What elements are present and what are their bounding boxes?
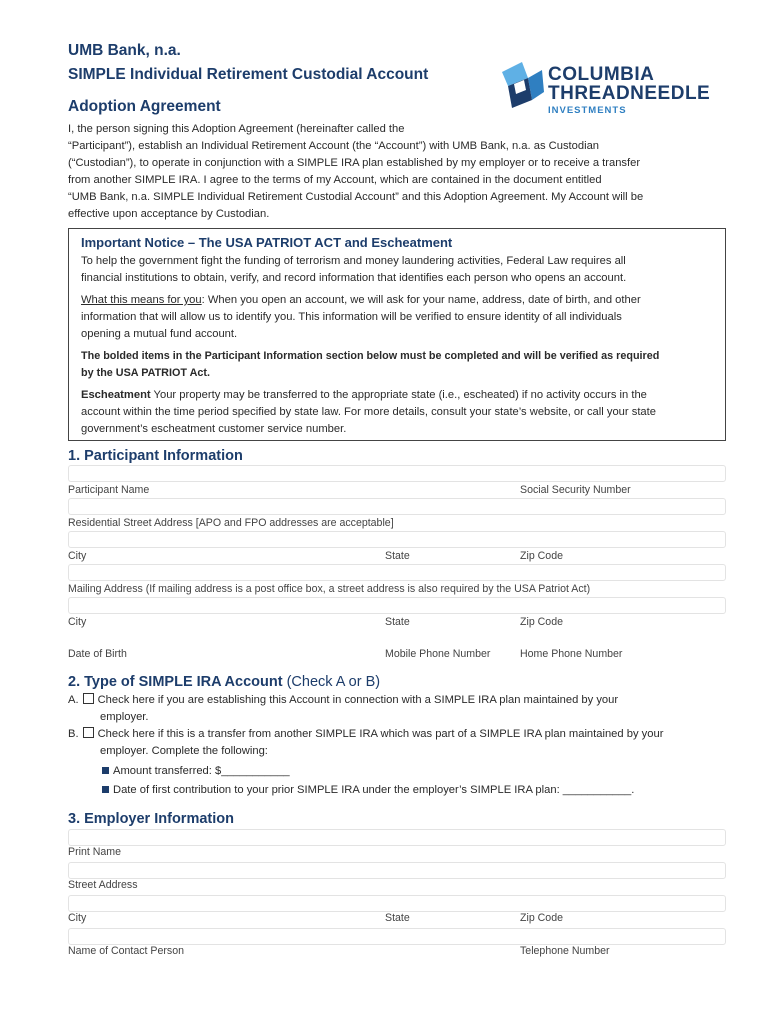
form-title: SIMPLE Individual Retirement Custodial Account	[68, 66, 429, 83]
what-this-means-label: What this means for you	[81, 294, 202, 306]
city-label: City	[68, 550, 87, 562]
square-bullet-icon	[102, 786, 109, 793]
notice-text: : When you open an account, we will ask for your name, address, date of birth, and other	[201, 294, 641, 306]
print-name-label: Print Name	[68, 846, 121, 858]
notice-paragraph-1	[81, 253, 721, 287]
option-a-line: employer.	[100, 711, 149, 723]
contact-person-label: Name of Contact Person	[68, 945, 184, 957]
important-notice-box	[68, 228, 726, 441]
intro-line: (“Custodian”), to operate in conjunction with a SIMPLE IRA plan established by my employer or to receive a transfer	[68, 157, 641, 169]
notice-line	[81, 292, 721, 309]
notice-line: To help the government fight the funding of terrorism and money laundering activities, Federal Law requires all	[81, 255, 626, 267]
company-logo	[498, 60, 718, 120]
notice-line: account within the time period specified by state law. For more details, consult your state’s website, or call your state	[81, 406, 656, 418]
notice-line	[81, 387, 721, 404]
intro-line: I, the person signing this Adoption Agreement (hereinafter called the	[68, 123, 405, 135]
intro-line: from another SIMPLE IRA. I agree to the terms of my Account, which are contained in the document entitled	[68, 174, 602, 186]
residential-address-label: Residential Street Address [APO and FPO addresses are acceptable]	[68, 517, 394, 529]
notice-line: information that will allow us to identify you. This information will be verified to ensure identity of all individuals	[81, 311, 622, 323]
mobile-phone-label: Mobile Phone Number	[385, 648, 491, 660]
notice-paragraph-2	[81, 292, 721, 343]
option-a-text: Check here if you are establishing this Account in connection with a SIMPLE IRA plan maintained by your	[97, 694, 619, 706]
contact-person-field[interactable]	[68, 928, 726, 945]
amount-transferred-text: Amount transferred: $___________	[113, 765, 290, 777]
logo-line1: COLUMBIA	[548, 64, 655, 85]
street-address-label: Street Address	[68, 879, 138, 891]
mailing-state-label: State	[385, 616, 410, 628]
cube-logo-icon	[498, 60, 546, 110]
option-a-checkbox[interactable]	[83, 693, 94, 704]
notice-text: Your property may be transferred to the appropriate state (i.e., escheated) if no activity occurs in the	[150, 389, 647, 401]
intro-line: “UMB Bank, n.a. SIMPLE Individual Retirement Custodial Account” and this Adoption Agreement. My Account will be	[68, 191, 644, 203]
notice-line: financial institutions to obtain, verify, and record information that identifies each person who opens an account.	[81, 272, 627, 284]
first-contribution-text: Date of first contribution to your prior SIMPLE IRA under the employer’s SIMPLE IRA plan: ___________.	[113, 784, 635, 796]
home-phone-label: Home Phone Number	[520, 648, 623, 660]
escheatment-label: Escheatment	[81, 389, 151, 401]
telephone-label: Telephone Number	[520, 945, 610, 957]
participant-name-field[interactable]	[68, 465, 726, 482]
employer-city-state-zip-field[interactable]	[68, 895, 726, 912]
city-state-zip-field[interactable]	[68, 531, 726, 548]
square-bullet-icon	[102, 767, 109, 774]
mailing-address-field[interactable]	[68, 564, 726, 581]
option-a-line	[68, 692, 728, 709]
intro-paragraph	[68, 121, 728, 223]
employer-state-label: State	[385, 912, 410, 924]
ssn-label: Social Security Number	[520, 484, 631, 496]
logo-line2: THREADNEEDLE	[548, 83, 711, 104]
notice-paragraph-4	[81, 387, 721, 438]
bank-name: UMB Bank, n.a.	[68, 42, 181, 59]
notice-line: The bolded items in the Participant Information section below must be completed and will be verified as required	[81, 350, 660, 362]
employer-name-field[interactable]	[68, 829, 726, 846]
employer-zip-label: Zip Code	[520, 912, 563, 924]
option-b-checkbox[interactable]	[83, 727, 94, 738]
zip-label: Zip Code	[520, 550, 563, 562]
intro-line: “Participant”), establish an Individual Retirement Account (the “Account”) with UMB Bank, n.a. as Custodian	[68, 140, 600, 152]
section-3-title: 3. Employer Information	[68, 811, 234, 827]
mailing-city-state-zip-field[interactable]	[68, 597, 726, 614]
amount-transferred-item	[102, 763, 290, 780]
form-subtitle: Adoption Agreement	[68, 98, 221, 115]
notice-line: government’s escheatment customer service number.	[81, 423, 347, 435]
option-b-text: Check here if this is a transfer from another SIMPLE IRA which was part of a SIMPLE IRA plan maintained by your	[97, 728, 664, 740]
mailing-city-label: City	[68, 616, 87, 628]
option-a	[68, 692, 728, 726]
option-b-line: employer. Complete the following:	[100, 745, 268, 757]
dob-label: Date of Birth	[68, 648, 127, 660]
notice-line: opening a mutual fund account.	[81, 328, 238, 340]
logo-line3: INVESTMENTS	[548, 105, 627, 116]
state-label: State	[385, 550, 410, 562]
section-1-title: 1. Participant Information	[68, 448, 243, 464]
notice-title: Important Notice – The USA PATRIOT ACT and Escheatment	[81, 235, 453, 250]
option-b-line	[68, 726, 738, 743]
participant-name-label: Participant Name	[68, 484, 150, 496]
notice-paragraph-3	[81, 348, 721, 382]
first-contribution-item	[102, 782, 634, 799]
employer-city-label: City	[68, 912, 87, 924]
residential-address-field[interactable]	[68, 498, 726, 515]
notice-line: by the USA PATRIOT Act.	[81, 367, 210, 379]
option-a-letter: A.	[68, 694, 79, 706]
employer-street-field[interactable]	[68, 862, 726, 879]
option-b-letter: B.	[68, 728, 79, 740]
section-2-title-text: 2. Type of SIMPLE IRA Account	[68, 674, 283, 690]
intro-line: effective upon acceptance by Custodian.	[68, 208, 270, 220]
mailing-address-label: Mailing Address (If mailing address is a post office box, a street address is also required by the USA Patriot Act)	[68, 583, 591, 595]
option-b	[68, 726, 738, 760]
mailing-zip-label: Zip Code	[520, 616, 563, 628]
section-2-title-hint: (Check A or B)	[282, 674, 381, 690]
section-2-title	[68, 674, 380, 690]
